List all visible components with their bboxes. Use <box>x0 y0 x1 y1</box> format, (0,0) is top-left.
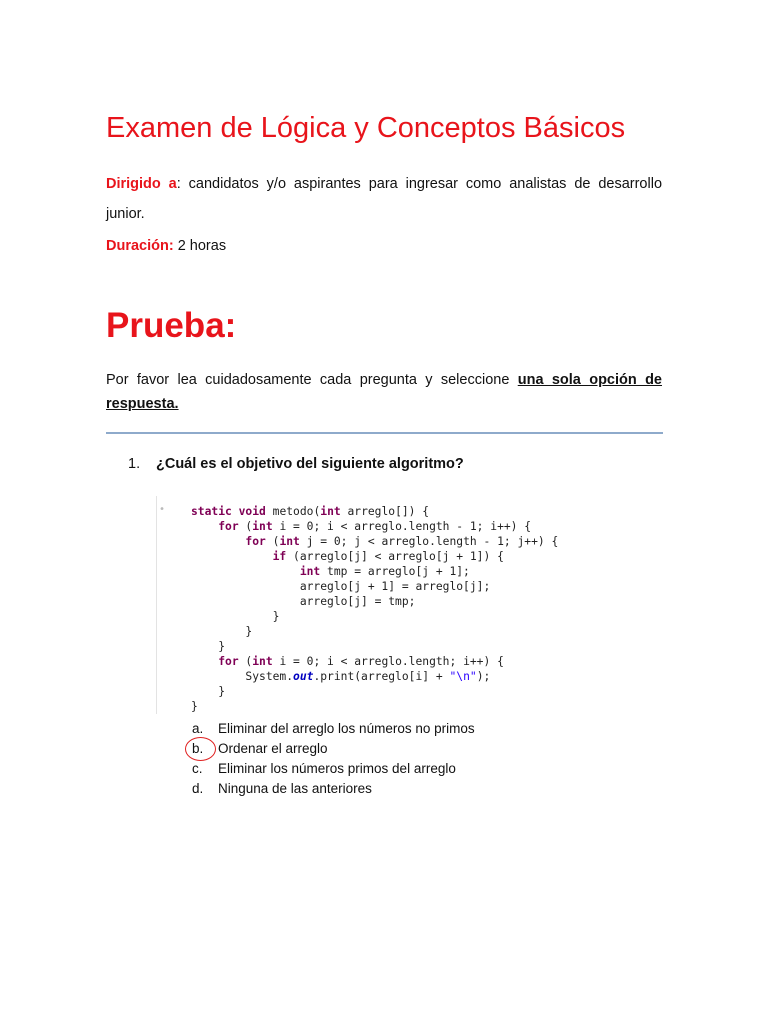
code-line: } <box>191 625 253 638</box>
option-letter: c. <box>192 761 203 776</box>
instructions-text: Por favor lea cuidadosamente cada pregunta y seleccione <box>106 372 510 388</box>
code-line: } <box>191 700 198 713</box>
option-text: Ordenar el arreglo <box>218 741 328 756</box>
answer-option <box>192 780 475 800</box>
code-line: for (int i = 0; i < arreglo.length; i++) { <box>218 655 504 668</box>
instructions-emphasis: una sola opción de respuesta. <box>106 372 662 412</box>
exam-title: Examen de Lógica y Conceptos Básicos <box>106 112 626 144</box>
option-letter: d. <box>192 781 204 796</box>
code-line: } <box>191 640 226 653</box>
code-line: } <box>191 610 280 623</box>
code-line: System.out.print(arreglo[i] + "\n"); <box>191 670 491 683</box>
section-title: Prueba: <box>106 306 237 345</box>
duracion-label: Duración: <box>106 238 174 254</box>
answer-options <box>192 720 475 800</box>
code-line: for (int j = 0; j < arreglo.length - 1; j++) { <box>245 535 559 548</box>
code-line: static void metodo(int arreglo[]) { <box>191 505 430 518</box>
code-line: arreglo[j + 1] = arreglo[j]; <box>191 580 491 593</box>
instructions-paragraph <box>106 368 662 416</box>
code-line: int tmp = arreglo[j + 1]; <box>299 565 470 578</box>
selected-answer-circle <box>185 737 216 761</box>
option-text: Eliminar los números primos del arreglo <box>218 761 456 776</box>
question-text: ¿Cuál es el objetivo del siguiente algoritmo? <box>156 456 464 472</box>
dirigido-label: Dirigido a <box>106 176 177 192</box>
horizontal-divider <box>106 432 663 434</box>
dirigido-paragraph <box>106 169 662 229</box>
option-text: Ninguna de las anteriores <box>218 781 372 796</box>
code-line: arreglo[j] = tmp; <box>191 595 416 608</box>
bullet-icon: • <box>159 504 166 515</box>
dirigido-colon: : <box>176 176 181 192</box>
duracion-paragraph <box>106 231 662 261</box>
code-snippet-image <box>156 496 559 714</box>
dirigido-text: candidatos y/o aspirantes para ingresar como analistas de desarrollo junior. <box>106 176 663 222</box>
code-line: for (int i = 0; i < arreglo.length - 1; i++) { <box>218 520 532 533</box>
option-letter: b. <box>192 741 204 756</box>
option-letter: a. <box>192 721 204 736</box>
answer-option <box>192 760 475 780</box>
code-line: if (arreglo[j] < arreglo[j + 1]) { <box>272 550 504 563</box>
option-text: Eliminar del arreglo los números no primos <box>218 721 475 736</box>
duracion-text: 2 horas <box>177 238 227 254</box>
answer-option <box>192 720 475 740</box>
code-line: } <box>191 685 226 698</box>
answer-option <box>192 740 475 760</box>
question-number: 1. <box>128 456 141 472</box>
question-1 <box>128 456 464 472</box>
